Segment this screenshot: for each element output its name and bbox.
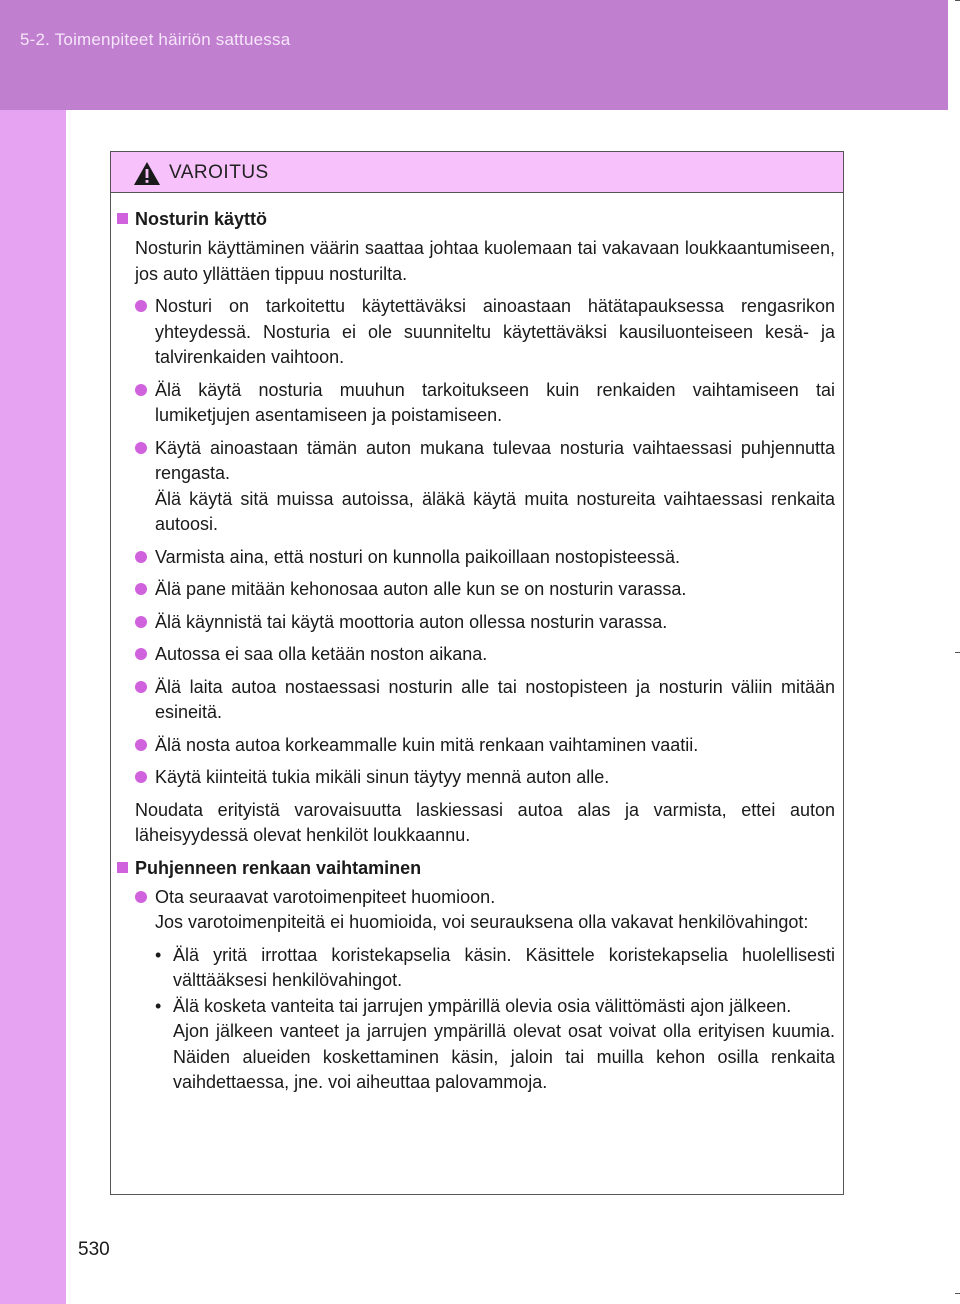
list-item <box>135 675 835 726</box>
page-number: 530 <box>78 1239 110 1260</box>
circle-bullet-icon <box>135 583 147 595</box>
list-item-text: Varmista aina, että nosturi on kunnolla paikoillaan nostopisteessä. <box>155 546 680 567</box>
list-item <box>135 610 835 636</box>
list-item-text: Älä pane mitään kehonosaa auton alle kun se on nosturin varassa. <box>155 579 687 599</box>
circle-bullet-icon <box>135 771 147 783</box>
list-item <box>135 545 835 571</box>
section-heading-text: Puhjenneen renkaan vaihtaminen <box>135 857 422 878</box>
sub-list-item-line: Älä yritä irrottaa koristekapselia käsin. Käsittele koristekapselia huolellisesti välttääksesi henkilövahingot. <box>173 944 835 990</box>
section-heading <box>117 207 835 232</box>
circle-bullet-icon <box>135 648 147 660</box>
circle-bullet-icon <box>135 551 147 563</box>
list-item-line: Käytä ainoastaan tämän auton mukana tulevaa nosturia vaihtaessasi puhjennutta rengasta. <box>155 437 835 483</box>
list-item-text <box>155 436 835 538</box>
section-intro: Nosturin käyttäminen väärin saattaa johtaa kuolemaan tai vakavaan loukkaantumiseen, jos auto yllättäen tippuu nosturilta. <box>135 238 835 284</box>
sub-list-item-text <box>173 994 835 1096</box>
section-outro: Noudata erityistä varovaisuutta laskiessasi autoa alas ja varmista, ettei auton läheisyydessä olevat henkilöt loukkaannu. <box>135 799 835 845</box>
circle-bullet-icon <box>135 739 147 751</box>
sub-list-item-line: Ajon jälkeen vanteet ja jarrujen ympärillä olevat osat voivat olla erityisen kuumia. Näiden alueiden koskettaminen käsin, jaloin tai muilla kehon osilla renkaita vaihdettaessa, jne. voi aiheuttaa palovammoja. <box>173 1021 835 1092</box>
section-heading-text: Nosturin käyttö <box>135 209 268 229</box>
warning-triangle-icon <box>133 161 161 186</box>
list-item-line: Älä käytä sitä muissa autoissa, äläkä käytä muita nostureita vaihtaessasi renkaita autoosi. <box>155 488 835 534</box>
crop-mark <box>955 0 960 1</box>
list-item <box>135 294 835 371</box>
list-item-text: Älä laita autoa nostaessasi nosturin alle tai nostopisteen ja nosturin väliin mitään esineitä. <box>155 676 835 722</box>
sub-list-item <box>155 943 835 994</box>
list-item-line: Ota seuraavat varotoimenpiteet huomioon. <box>155 886 496 907</box>
list-item <box>135 765 835 791</box>
sub-bullet-marker: • <box>155 995 162 1016</box>
warning-box <box>110 151 844 1195</box>
warning-header <box>111 152 843 193</box>
sub-list <box>155 943 835 1096</box>
circle-bullet-icon <box>135 384 147 396</box>
sub-bullet-marker: • <box>155 944 162 965</box>
crop-mark <box>955 1293 960 1294</box>
sub-list-item-text <box>173 943 835 994</box>
side-band <box>0 110 66 1304</box>
crop-mark <box>955 652 960 653</box>
circle-bullet-icon <box>135 891 147 903</box>
header-band <box>0 0 948 110</box>
list-item-text: Nosturi on tarkoitettu käytettäväksi ainoastaan hätätapauksessa rengasrikon yhteydessä. Nosturia ei ole suunniteltu käytettäväksi kausiluonteiseen kesä- ja talvirenkaiden vaihtoon. <box>155 296 835 367</box>
list-item <box>135 577 835 603</box>
circle-bullet-icon <box>135 300 147 312</box>
section-title: 5-2. Toimenpiteet häiriön sattuessa <box>20 30 291 49</box>
circle-bullet-icon <box>135 442 147 454</box>
list-item-text <box>155 885 835 936</box>
sub-list-item <box>155 994 835 1096</box>
list-item <box>135 733 835 759</box>
sub-list-item-line: Älä kosketa vanteita tai jarrujen ympärillä olevia osia välittömästi ajon jälkeen. <box>173 995 792 1016</box>
square-bullet-icon <box>117 213 128 224</box>
list-item-text: Älä nosta autoa korkeammalle kuin mitä renkaan vaihtaminen vaatii. <box>155 734 699 755</box>
list-item <box>135 642 835 668</box>
list-item-line: Jos varotoimenpiteitä ei huomioida, voi seurauksena olla vakavat henkilövahingot: <box>155 912 809 932</box>
warning-title: VAROITUS <box>169 162 269 183</box>
square-bullet-icon <box>117 862 128 873</box>
circle-bullet-icon <box>135 616 147 628</box>
circle-bullet-icon <box>135 681 147 693</box>
section-heading <box>117 856 835 881</box>
warning-body <box>111 193 843 1096</box>
list-item-text: Älä käynnistä tai käytä moottoria auton ollessa nosturin varassa. <box>155 611 668 632</box>
list-item-text: Autossa ei saa olla ketään noston aikana. <box>155 644 488 664</box>
list-item-text: Käytä kiinteitä tukia mikäli sinun täytyy mennä auton alle. <box>155 767 610 787</box>
list-item-text: Älä käytä nosturia muuhun tarkoitukseen kuin renkaiden vaihtamiseen tai lumiketjujen asentamiseen ja poistamiseen. <box>155 379 835 425</box>
list-item <box>135 436 835 538</box>
list-item <box>135 378 835 429</box>
list-item <box>135 885 835 936</box>
